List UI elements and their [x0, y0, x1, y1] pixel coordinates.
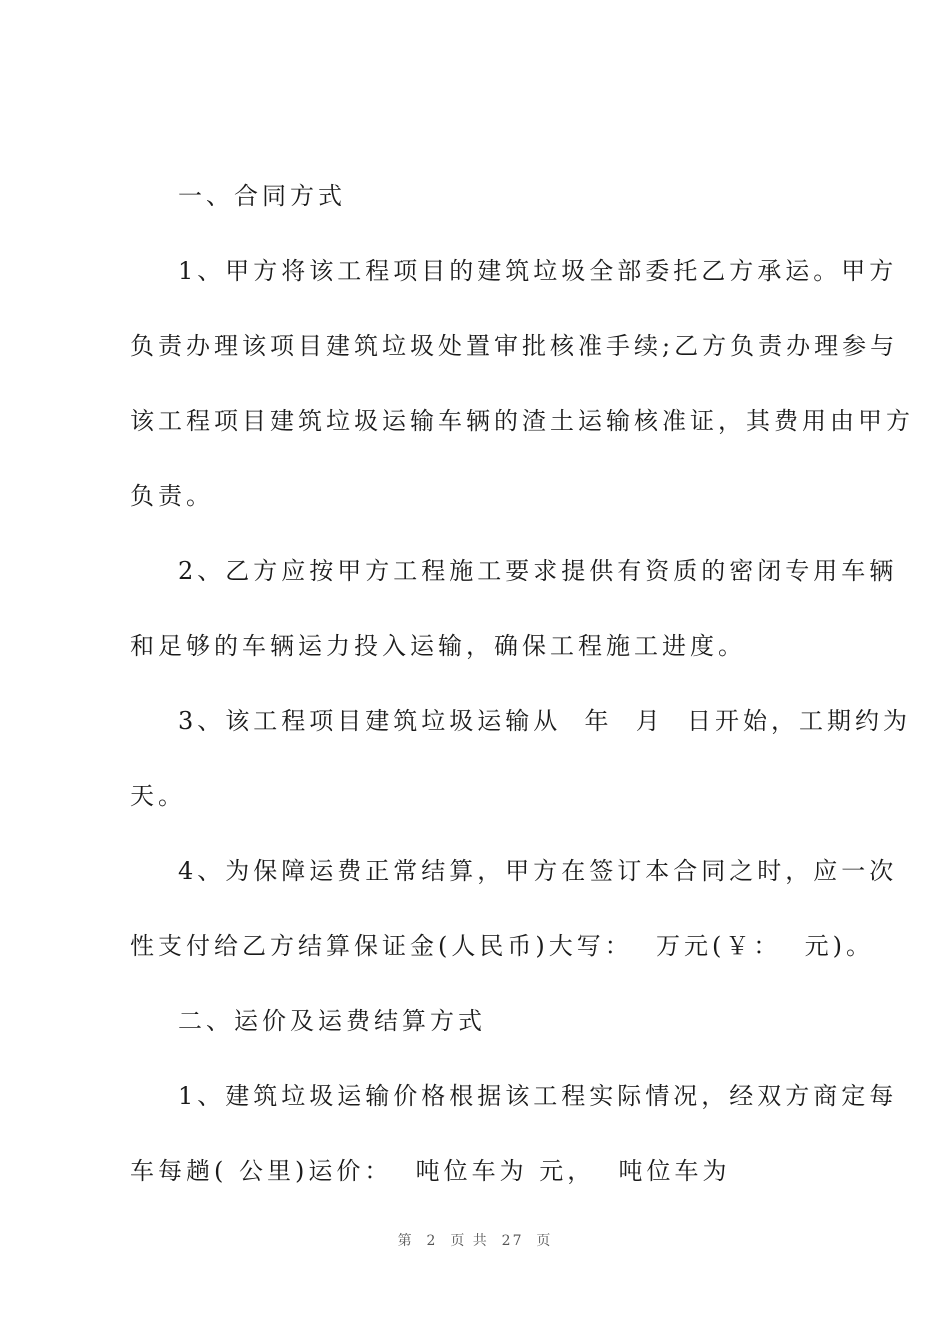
paragraph-line: 车每趟( 公里)运价： 吨位车为 元， 吨位车为 [130, 1157, 731, 1185]
paragraph-line: 1、建筑垃圾运输价格根据该工程实际情况，经双方商定每 [178, 1082, 898, 1110]
paragraph-line: 2、乙方应按甲方工程施工要求提供有资质的密闭专用车辆 [178, 557, 898, 585]
paragraph-line: 性支付给乙方结算保证金(人民币)大写： 万元(￥： 元)。 [130, 932, 874, 960]
paragraph-line: 和足够的车辆运力投入运输，确保工程施工进度。 [130, 632, 746, 660]
paragraph-line: 4、为保障运费正常结算，甲方在签订本合同之时，应一次 [178, 857, 898, 885]
section-heading-freight-settlement: 二、运价及运费结算方式 [178, 1007, 486, 1035]
section-heading-contract-method: 一、合同方式 [178, 182, 346, 210]
paragraph-line: 负责。 [130, 482, 214, 510]
paragraph-line: 天。 [130, 782, 186, 810]
paragraph-line: 该工程项目建筑垃圾运输车辆的渣土运输核准证，其费用由甲方 [130, 407, 914, 435]
paragraph-line: 1、甲方将该工程项目的建筑垃圾全部委托乙方承运。甲方 [178, 257, 898, 285]
paragraph-line: 负责办理该项目建筑垃圾处置审批核准手续;乙方负责办理参与 [130, 332, 899, 360]
paragraph-line: 3、该工程项目建筑垃圾运输从 年 月 日开始，工期约为 [178, 707, 912, 735]
page-number-footer: 第 2 页 共 27 页 [397, 1233, 553, 1249]
